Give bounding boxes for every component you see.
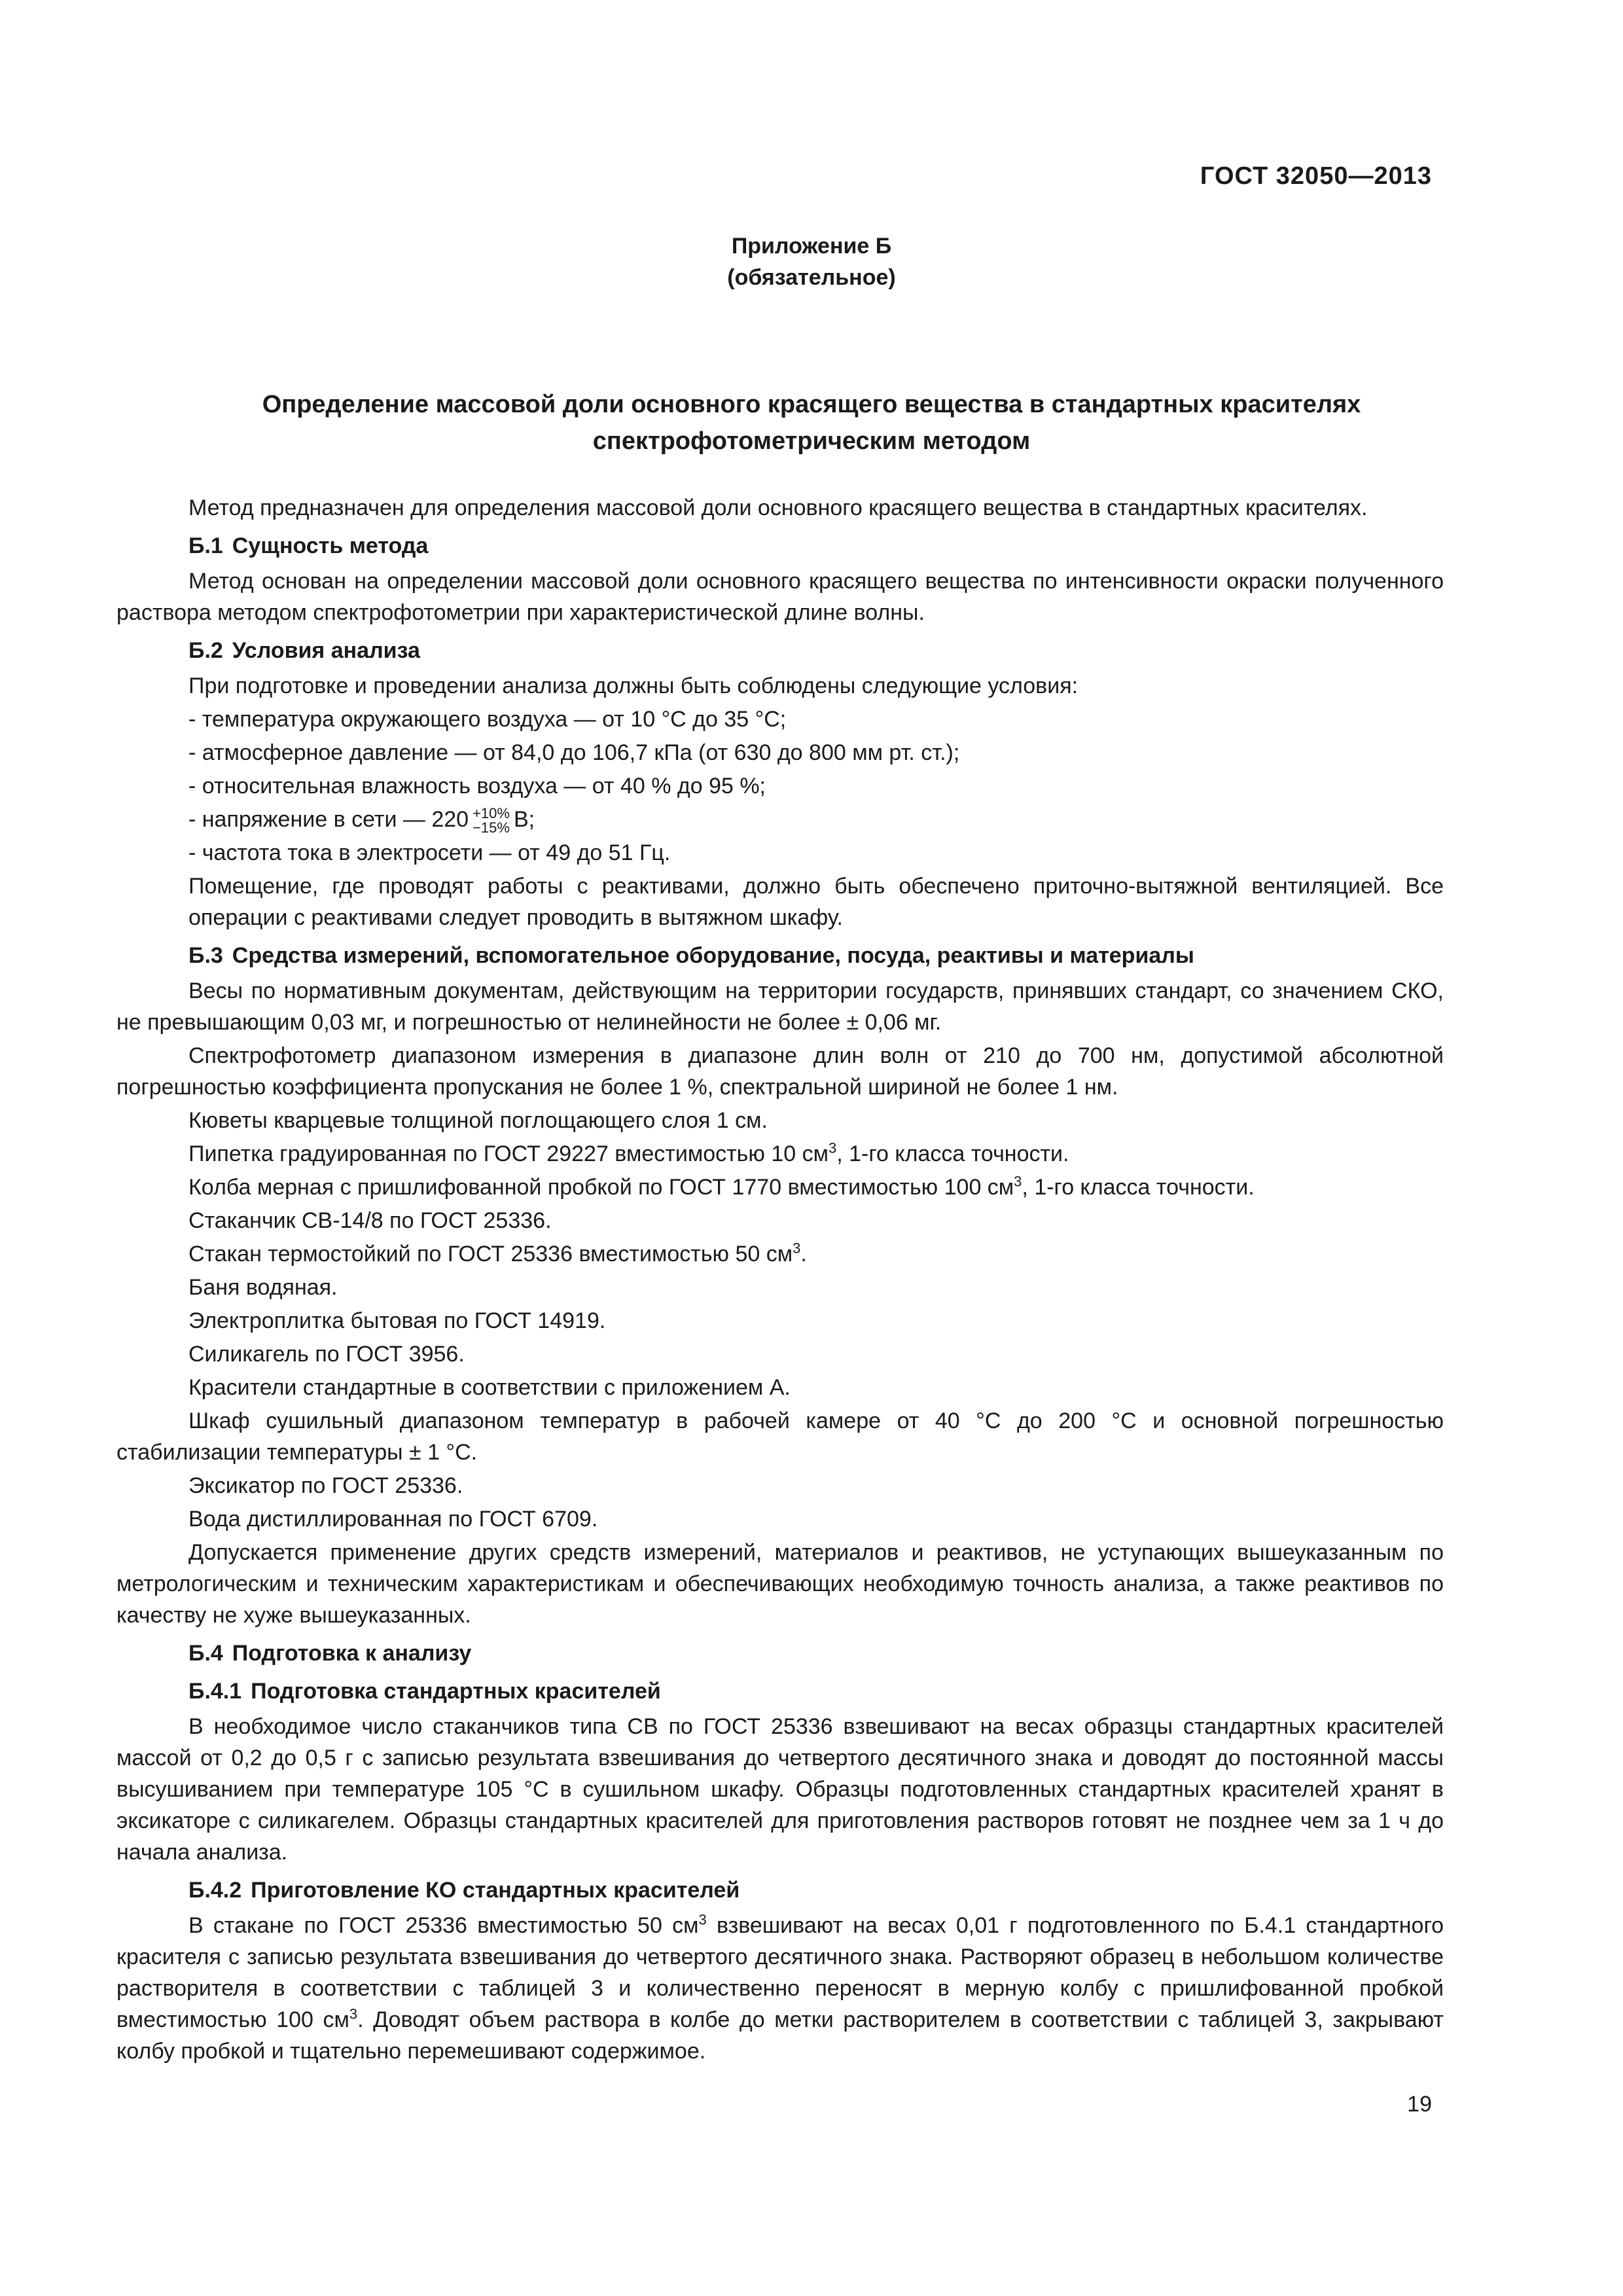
equipment-silica-gel: Силикагель по ГОСТ 3956. — [188, 1342, 465, 1367]
condition-frequency: - частота тока в электросети — от 49 до 51 Гц. — [188, 840, 671, 866]
equipment-pipette: Пипетка градуированная по ГОСТ 29227 вместимостью 10 $см^3$, 1-го класса точности. — [188, 1139, 1069, 1167]
section-b42-text: В стакане по ГОСТ 25336 вместимостью 50 $см^3$ взвешивают на весах 0,01 г подготовленного по Б.4.1 стандартного красителя с записью результата взвешивания до четвертого десятичного знака. Растворяют образец в небольшом количестве растворителя в соответствии с таблицей 3 и количественно переносят в мерную колбу с пришлифованной пробкой вместимостью 100 $см^3$. Доводят объем раствора в колбе до метки растворителем в соответствии с таблицей 3, закрывают колбу пробкой и тщательно перемешивают содержимое. — [116, 1911, 1444, 2064]
annex-title: Приложение Б — [731, 234, 892, 259]
ventilation-note: Помещение, где проводят работы с реактивами, должно быть обеспечено приточно-вытяжной вентиляцией. Все операции с реактивами следует проводить в вытяжном шкафу. — [188, 874, 1444, 931]
equipment-hotplate: Электроплитка бытовая по ГОСТ 14919. — [188, 1308, 606, 1334]
equipment-water: Вода дистиллированная по ГОСТ 6709. — [188, 1507, 598, 1532]
equipment-cuvettes: Кюветы кварцевые толщиной поглощающего слоя 1 см. — [188, 1108, 768, 1134]
document-body — [116, 492, 1444, 2067]
document-title-line-2: спектрофотометрическим методом — [592, 427, 1031, 455]
annex-heading — [0, 230, 1623, 293]
equipment-drying-oven: Шкаф сушильный диапазоном температур в рабочей камере от 40 °С до 200 °С и основной погрешностью стабилизации температуры ± 1 °С. — [116, 1408, 1444, 1465]
section-b1-heading: Б.1 Сущность метода — [188, 533, 429, 558]
section-b42-heading: Б.4.2 Приготовление КО стандартных красителей — [188, 1878, 740, 1903]
condition-voltage: - напряжение в сети — 220 +10% −15% В; — [188, 805, 535, 836]
conditions-lead: При подготовке и проведении анализа должны быть соблюдены следующие условия: — [188, 673, 1079, 698]
document-code: ГОСТ 32050—2013 — [1200, 162, 1432, 190]
equipment-desiccator: Эксикатор по ГОСТ 25336. — [188, 1473, 463, 1499]
section-b1-text: Метод основан на определении массовой доли основного красящего вещества по интенсивности окраски полученного раствора методом спектрофотометрии при характеристической длине волны. — [116, 569, 1444, 625]
equipment-weighing-bottle: Стаканчик СВ-14/8 по ГОСТ 25336. — [188, 1208, 552, 1234]
equipment-scales: Весы по нормативным документам, действующим на территории государств, принявших стандарт, со значением СКО, не превышающим 0,03 мг, и погрешностью от нелинейности не более ± 0,06 мг. — [116, 978, 1444, 1035]
equipment-dyes: Красители стандартные в соответствии с приложением А. — [188, 1375, 791, 1401]
page-number: 19 — [1407, 2092, 1432, 2117]
annex-status: (обязательное) — [727, 265, 896, 290]
document-title-line-1: Определение массовой доли основного красящего вещества в стандартных красителях — [262, 391, 1361, 418]
conditions-list — [116, 670, 1444, 933]
equipment-flask: Колба мерная с пришлифованной пробкой по ГОСТ 1770 вместимостью 100 $см^3$, 1-го класса точности. — [188, 1173, 1255, 1200]
equipment-spectrophotometer: Спектрофотометр диапазоном измерения в диапазоне длин волн от 210 до 700 нм, допустимой абсолютной погрешностью коэффициента пропускания не более 1 %, спектральной шириной не более 1 нм. — [116, 1043, 1444, 1100]
condition-pressure: - атмосферное давление — от 84,0 до 106,7 кПа (от 630 до 800 мм рт. ст.); — [188, 740, 960, 765]
equipment-substitutes: Допускается применение других средств измерений, материалов и реактивов, не уступающих вышеуказанным по метрологическим и техническим характеристикам и обеспечивающих необходимую точность анализа, а также реактивов по качеству не хуже вышеуказанных. — [116, 1540, 1444, 1628]
section-b41-heading: Б.4.1 Подготовка стандартных красителей — [188, 1679, 661, 1704]
section-b3-heading: Б.3 Средства измерений, вспомогательное оборудование, посуда, реактивы и материалы — [188, 943, 1194, 969]
equipment-beaker: Стакан термостойкий по ГОСТ 25336 вместимостью 50 $см^3$. — [188, 1240, 807, 1267]
condition-temperature: - температура окружающего воздуха — от 10 °С до 35 °С; — [188, 707, 787, 732]
document-title — [131, 386, 1492, 459]
section-b4-heading: Б.4 Подготовка к анализу — [188, 1641, 472, 1666]
equipment-water-bath: Баня водяная. — [188, 1275, 338, 1300]
condition-humidity: - относительная влажность воздуха — от 40 % до 95 %; — [188, 774, 766, 798]
voltage-tolerance: +10% −15% — [473, 805, 510, 836]
section-b2-heading: Б.2 Условия анализа — [188, 638, 420, 663]
intro-paragraph: Метод предназначен для определения массовой доли основного красящего вещества в стандартных красителях. — [188, 495, 1368, 520]
section-b41-text: В необходимое число стаканчиков типа СВ по ГОСТ 25336 взвешивают на весах образцы стандартных красителей массой от 0,2 до 0,5 г с записью результата взвешивания до четвертого десятичного знака и доводят до постоянной массы высушиванием при температуре 105 °С в сушильном шкафу. Образцы подготовленных стандартных красителей хранят в эксикаторе с силикагелем. Образцы стандартных красителей для приготовления растворов готовят не позднее чем за 1 ч до начала анализа. — [116, 1714, 1444, 1865]
